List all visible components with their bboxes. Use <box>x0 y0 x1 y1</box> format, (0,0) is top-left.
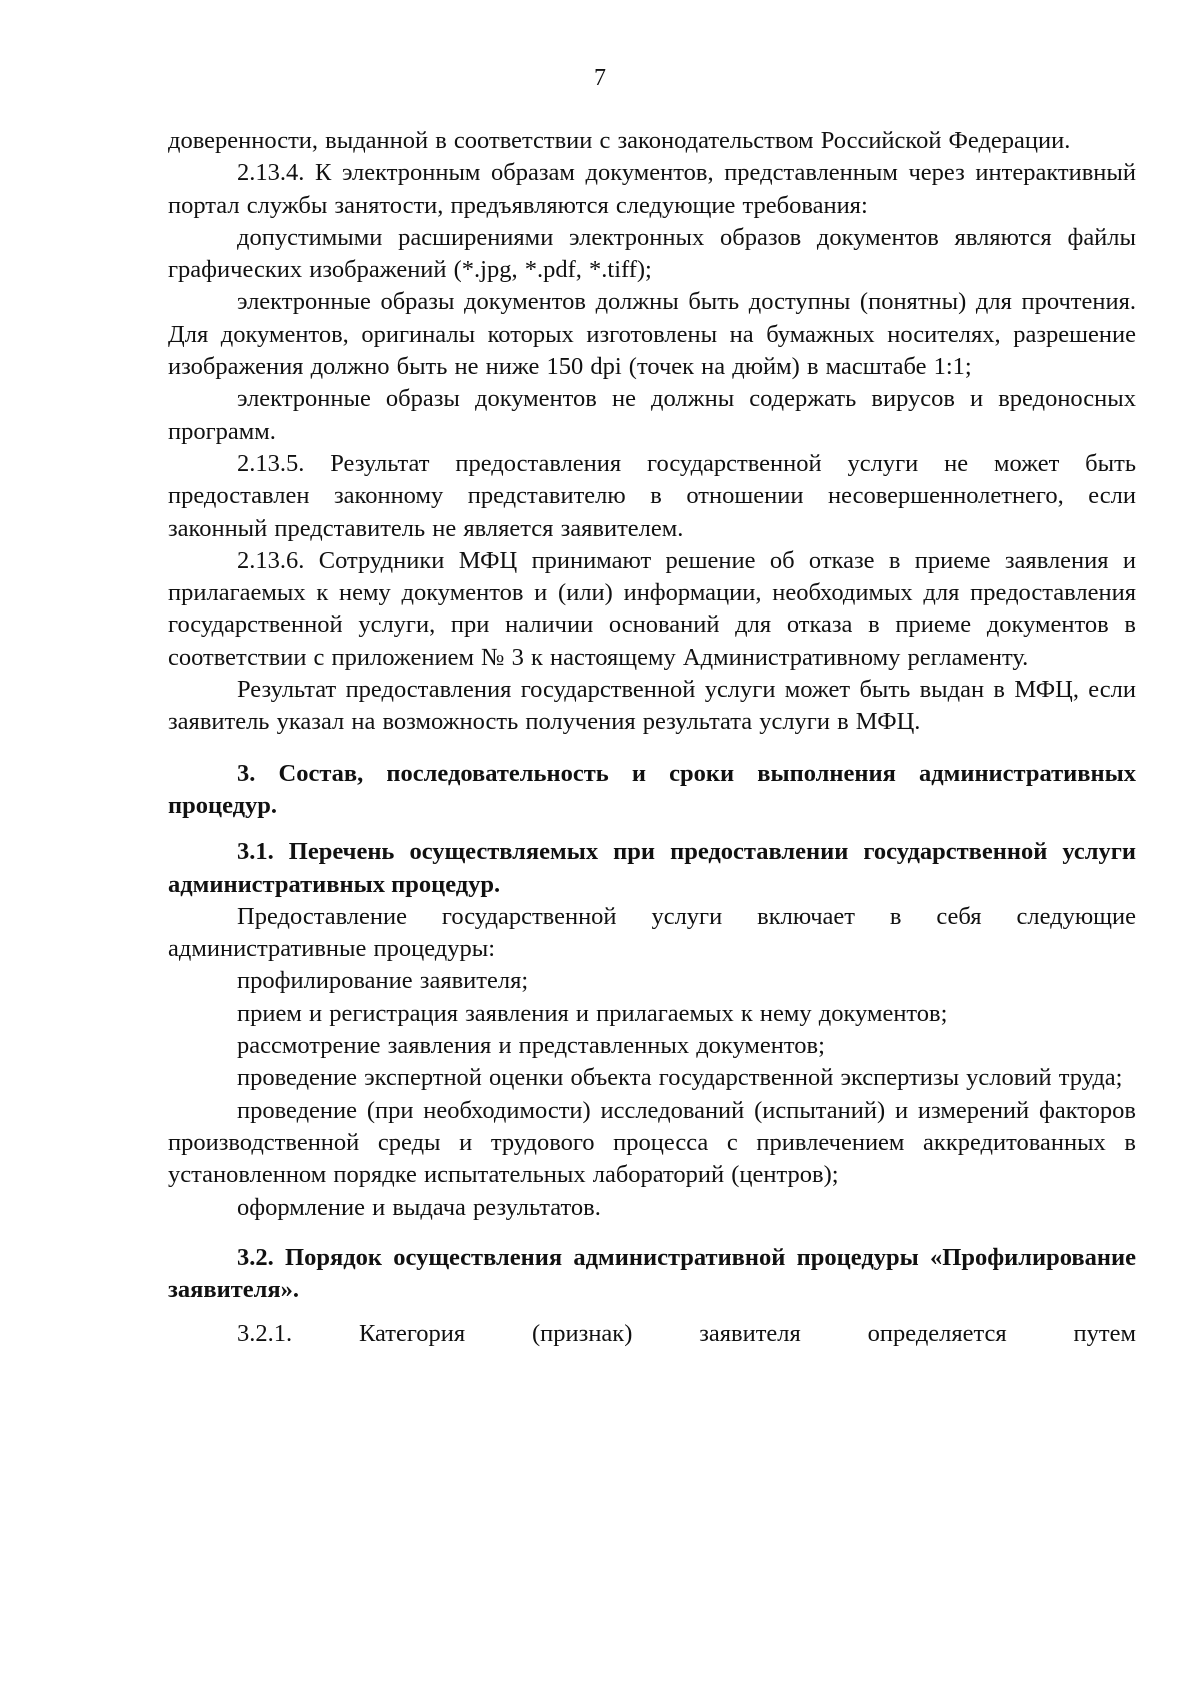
paragraph-readability: электронные образы документов должны быть доступны (понятны) для прочтения. Для документов, оригиналы которых изготовлены на бумажных носителях, разрешение изображения должно быть не ниже 150 dpi (точек на дюйм) в масштабе 1:1; <box>168 288 1136 381</box>
section-heading-3-2: 3.2. Порядок осуществления административной процедуры «Профилирование заявителя». <box>168 1243 1136 1304</box>
list-item-results: оформление и выдача результатов. <box>237 1193 601 1221</box>
section-heading-3-1: 3.1. Перечень осуществляемых при предоставлении государственной услуги административных процедур. <box>168 838 1136 898</box>
list-item-expert-assessment: проведение экспертной оценки объекта государственной экспертизы условий труда; <box>237 1064 1123 1092</box>
paragraph-2-13-5: 2.13.5. Результат предоставления государственной услуги не может быть предоставлен законному представителю в отношении несовершеннолетнего, если законный представитель не является заявителем. <box>168 449 1136 542</box>
paragraph-allowed-extensions: допустимыми расширениями электронных образов документов являются файлы графических изображений (*.jpg, *.pdf, *.tiff); <box>168 223 1136 284</box>
list-item-research: проведение (при необходимости) исследований (испытаний) и измерений факторов производственной среды и трудового процесса с привлечением аккредитованных в установленном порядке испытательных лабораторий (центров); <box>168 1096 1136 1189</box>
paragraph-3-2-1: 3.2.1. Категория (признак) заявителя определяется путем <box>237 1320 1136 1348</box>
list-item-reception: прием и регистрация заявления и прилагаемых к нему документов; <box>237 999 948 1027</box>
paragraph-2-13-6: 2.13.6. Сотрудники МФЦ принимают решение об отказе в приеме заявления и прилагаемых к нему документов и (или) информации, необходимых для предоставления государственной услуги, при наличии оснований для отказа в приеме документов в соответствии с приложением № 3 к настоящему Административному регламенту. <box>168 546 1136 671</box>
document-body <box>168 125 1136 1351</box>
paragraph-result-mfc: Результат предоставления государственной услуги может быть выдан в МФЦ, если заявитель указал на возможность получения результата услуги в МФЦ. <box>168 676 1136 736</box>
paragraph-procedures-intro: Предоставление государственной услуги включает в себя следующие административные процедуры: <box>168 902 1136 963</box>
list-item-profiling: профилирование заявителя; <box>237 967 529 995</box>
page-number: 7 <box>594 65 606 91</box>
paragraph-continuation: доверенности, выданной в соответствии с законодательством Российской Федерации. <box>168 127 1071 154</box>
paragraph-2-13-4: 2.13.4. К электронным образам документов, представленным через интерактивный портал службы занятости, предъявляются следующие требования: <box>168 159 1136 219</box>
list-item-review: рассмотрение заявления и представленных документов; <box>237 1032 825 1060</box>
section-heading-3: 3. Состав, последовательность и сроки выполнения административных процедур. <box>168 759 1136 819</box>
paragraph-no-viruses: электронные образы документов не должны содержать вирусов и вредоносных программ. <box>168 385 1136 445</box>
